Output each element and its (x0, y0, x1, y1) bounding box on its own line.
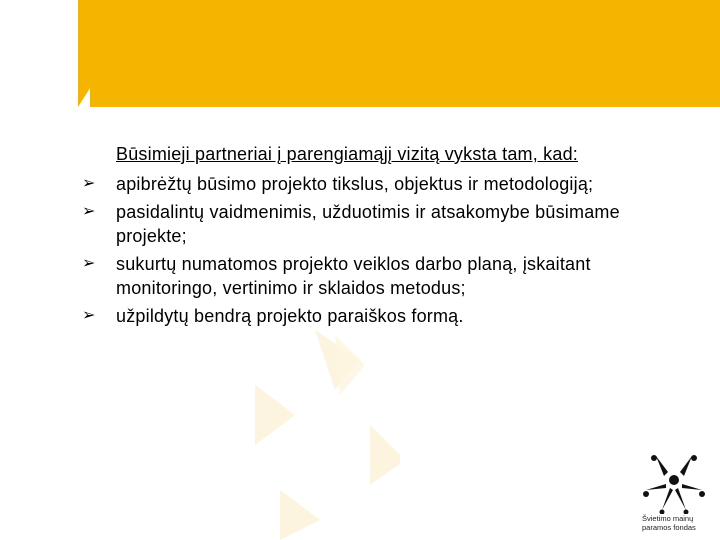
list-item (80, 200, 690, 248)
slide-heading: Būsimieji partneriai į parengiamąjį vizitą vyksta tam, kad: (116, 144, 578, 164)
bullet-text: sukurtų numatomos projekto veiklos darbo planą, įskaitant monitoringo, vertinimo ir sklaidos metodus; (116, 254, 591, 298)
people-logo-icon (642, 450, 706, 514)
list-item (80, 252, 690, 300)
logo-text-line2: paramos fondas (642, 523, 696, 532)
decorative-arrows (240, 320, 400, 540)
arrow-right-icon: ➢ (82, 175, 96, 192)
bullet-text: apibrėžtų būsimo projekto tikslus, objektus ir metodologiją; (116, 174, 594, 194)
header-corner (78, 88, 90, 107)
list-item (80, 172, 690, 196)
header-band (78, 0, 720, 107)
organization-logo (642, 450, 712, 535)
bullet-text: pasidalintų vaidmenimis, užduotimis ir atsakomybe būsimame projekte; (116, 202, 620, 246)
list-item (80, 304, 690, 328)
bullet-list (80, 172, 690, 328)
logo-text-line1: Švietimo mainų (642, 514, 694, 523)
arrow-right-icon: ➢ (82, 255, 96, 272)
slide-body (80, 142, 690, 332)
arrow-right-icon: ➢ (82, 307, 96, 324)
bullet-text: užpildytų bendrą projekto paraiškos formą. (116, 306, 464, 326)
arrow-right-icon: ➢ (82, 203, 96, 220)
